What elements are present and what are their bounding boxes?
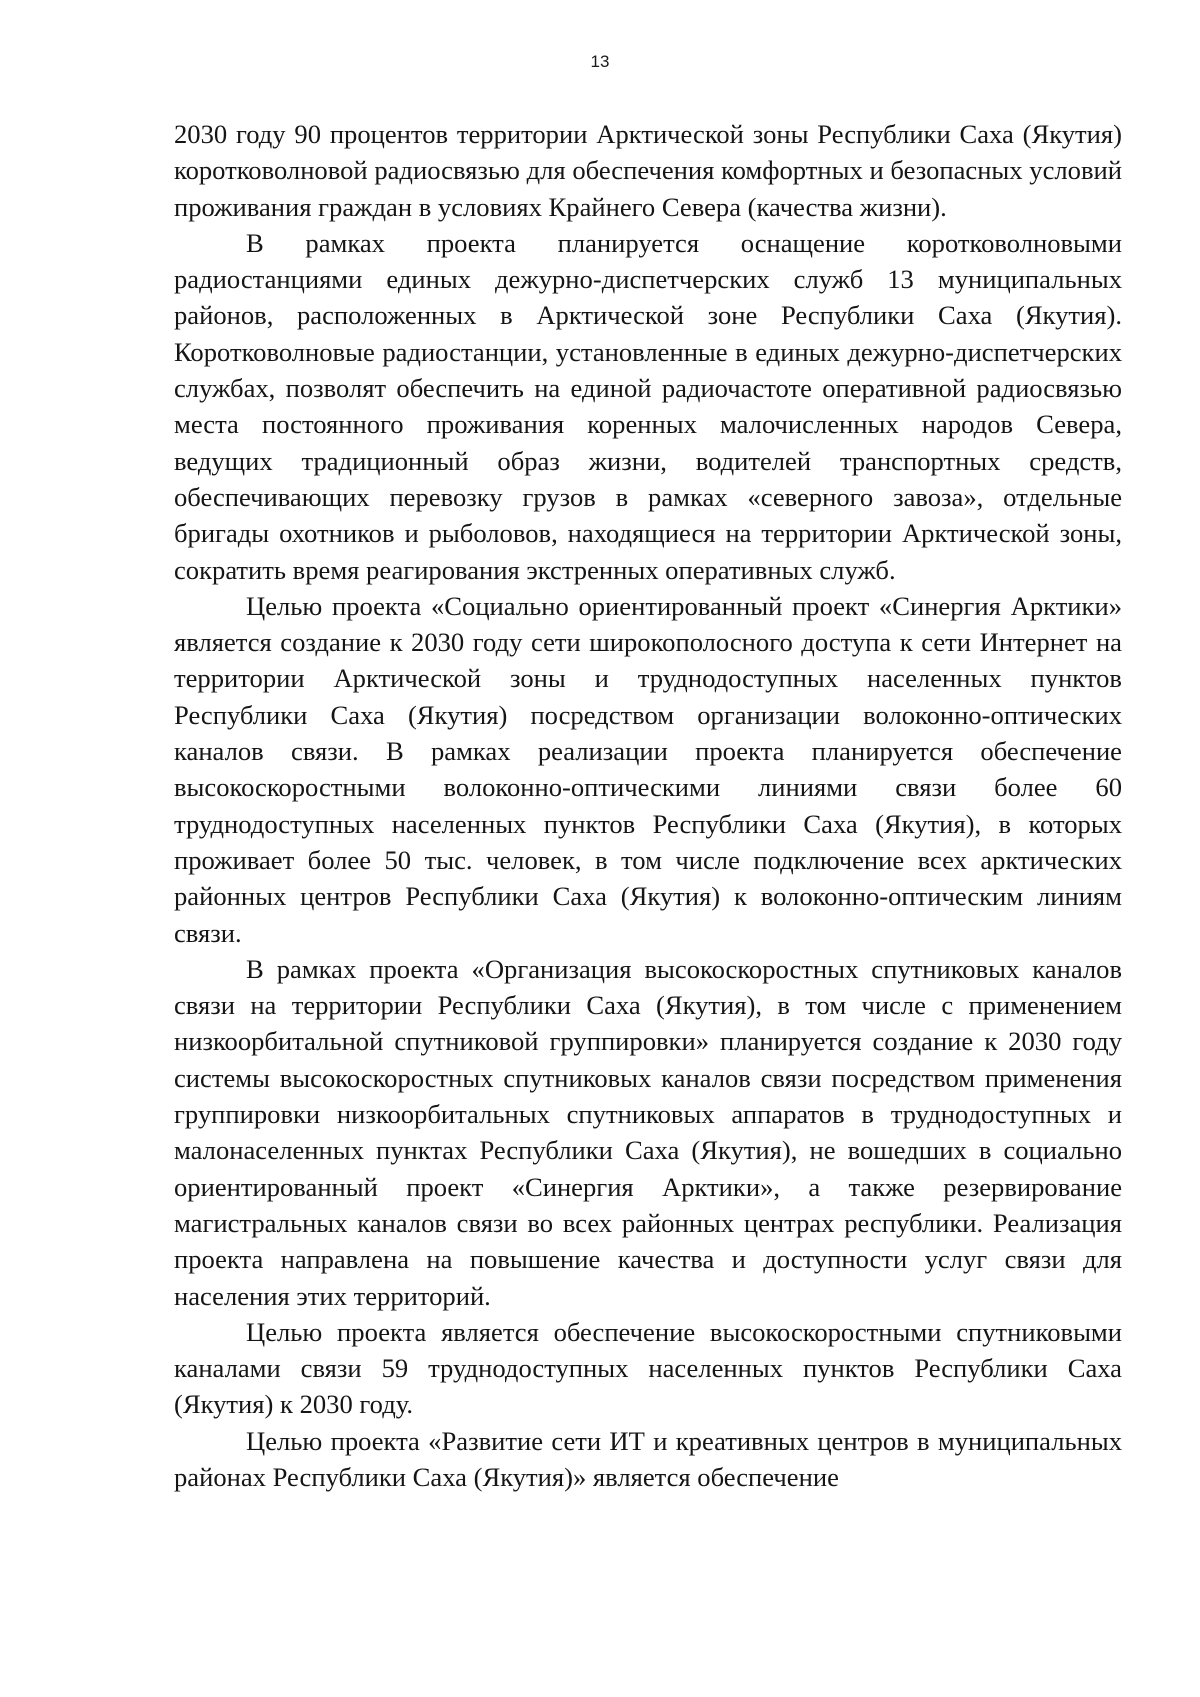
paragraph-it-centers: Целью проекта «Развитие сети ИТ и креативных центров в муниципальных районах Республики Саха (Якутия)» является обеспечение: [174, 1425, 1122, 1492]
paragraph-continuation: 2030 году 90 процентов территории Арктической зоны Республики Саха (Якутия) коротковолновой радиосвязью для обеспечения комфортных и безопасных условий проживания граждан в условиях Крайнего Севера (качества жизни).: [174, 119, 1122, 222]
paragraph-satellite-goal: Целью проекта является обеспечение высокоскоростными спутниковыми каналами связи 59 труднодоступных населенных пунктов Республики Саха (Якутия) к 2030 году.: [174, 1316, 1122, 1420]
paragraph-satellite-channels: В рамках проекта «Организация высокоскоростных спутниковых каналов связи на территории Республики Саха (Якутия), в том числе с применением низкоорбитальной спутниковой группировки» планируется создание к 2030 году системы высокоскоростных спутниковых каналов связи посредством применения группировки низкоорбитальных спутниковых аппаратов в труднодоступных и малонаселенных пунктах Республики Саха (Якутия), не вошедших в социально ориентированный проект «Синергия Арктики», а также резервирование магистральных каналов связи во всех районных центрах республики. Реализация проекта направлена на повышение качества и доступности услуг связи для населения этих территорий.: [174, 953, 1122, 1311]
page-number: 13: [590, 52, 610, 71]
document-body: [174, 116, 1122, 1495]
paragraph-synergy-arctic: Целью проекта «Социально ориентированный проект «Синергия Арктики» является создание к 2030 году сети широкополосного доступа к сети Интернет на территории Арктической зоны и труднодоступных населенных пунктов Республики Саха (Якутия) посредством организации волоконно-оптических каналов связи. В рамках реализации проекта планируется обеспечение высокоскоростными волоконно-оптическими линиями связи более 60 труднодоступных населенных пунктов Республики Саха (Якутия), в которых проживает более 50 тыс. человек, в том числе подключение всех арктических районных центров Республики Саха (Якутия) к волоконно-оптическим линиям связи.: [174, 590, 1122, 948]
paragraph-radio-stations: В рамках проекта планируется оснащение коротковолновыми радиостанциями единых дежурно-диспетчерских служб 13 муниципальных районов, расположенных в Арктической зоне Республики Саха (Якутия). Коротковолновые радиостанции, установленные в единых дежурно-диспетчерских службах, позволят обеспечить на единой радиочастоте оперативной радиосвязью места постоянного проживания коренных малочисленных народов Севера, ведущих традиционный образ жизни, водителей транспортных средств, обеспечивающих перевозку грузов в рамках «северного завоза», отдельные бригады охотников и рыболовов, находящиеся на территории Арктической зоны, сократить время реагирования экстренных оперативных служб.: [174, 227, 1122, 585]
